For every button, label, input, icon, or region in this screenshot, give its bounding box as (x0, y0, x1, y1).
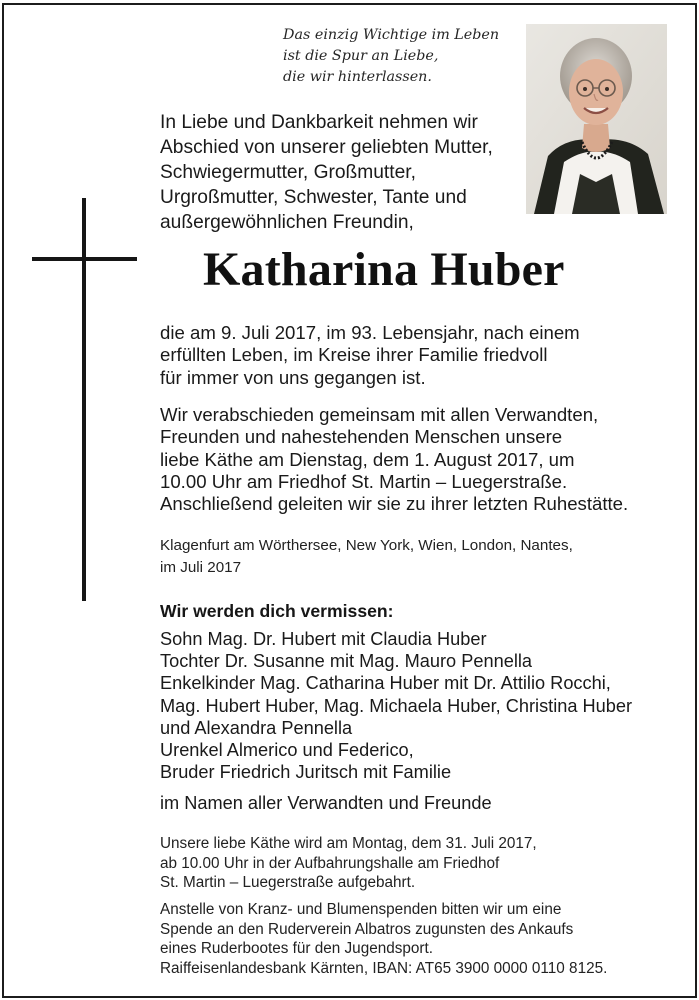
funeral-line: 10.00 Uhr am Friedhof St. Martin – Luegerstraße. (160, 470, 568, 492)
mourner-line: Urenkel Almerico und Federico, (160, 740, 414, 761)
quote-line: die wir hinterlassen. (283, 69, 432, 85)
viewing-line: ab 10.00 Uhr in der Aufbahrungshalle am Friedhof (160, 854, 500, 872)
donation-notice (160, 900, 607, 978)
funeral-line: Anschließend geleiten wir sie zu ihrer letzten Ruhestätte. (160, 493, 629, 515)
quote-line: Das einzig Wichtige im Leben (283, 27, 500, 43)
death-notice-line: für immer von uns gegangen ist. (160, 366, 426, 388)
funeral-text (160, 404, 628, 515)
donation-line: Spende an den Ruderverein Albatros zugunsten des Ankaufs (160, 920, 574, 938)
funeral-line: Wir verabschieden gemeinsam mit allen Verwandten, (160, 404, 599, 425)
funeral-line: liebe Käthe am Dienstag, dem 1. August 2017, um (160, 448, 575, 470)
quote-line: ist die Spur an Liebe, (283, 48, 439, 64)
viewing-line: St. Martin – Luegerstraße aufgebahrt. (160, 874, 416, 891)
intro-text (160, 110, 493, 235)
donation-line: Raiffeisenlandesbank Kärnten, IBAN: AT65 3900 0000 0110 8125. (160, 959, 608, 977)
mourners-list (160, 628, 632, 783)
intro-line: Urgroßmutter, Schwester, Tante und (160, 187, 467, 208)
place-date-line: im Juli 2017 (160, 559, 242, 576)
mourner-line: Enkelkinder Mag. Catharina Huber mit Dr. Attilio Rocchi, (160, 673, 611, 694)
portrait-photo (526, 24, 667, 214)
death-notice-line: erfüllten Leben, im Kreise ihrer Familie friedvoll (160, 344, 548, 366)
mourner-line: Sohn Mag. Dr. Hubert mit Claudia Huber (160, 629, 487, 649)
mourner-line: Tochter Dr. Susanne mit Mag. Mauro Pennella (160, 651, 533, 672)
intro-line: In Liebe und Dankbarkeit nehmen wir (160, 112, 478, 133)
donation-line: Anstelle von Kranz- und Blumenspenden bitten wir um eine (160, 901, 562, 918)
place-date (160, 535, 573, 579)
death-notice-line: die am 9. Juli 2017, im 93. Lebensjahr, nach einem (160, 322, 580, 343)
funeral-line: Freunden und nahestehenden Menschen unsere (160, 426, 563, 448)
mourners-heading: Wir werden dich vermissen: (160, 601, 394, 621)
mourner-line: Mag. Hubert Huber, Mag. Michaela Huber, Christina Huber (160, 695, 633, 716)
epigraph-quote (283, 25, 518, 88)
mourners-closing: im Namen aller Verwandten und Freunde (160, 793, 492, 813)
place-date-line: Klagenfurt am Wörthersee, New York, Wien, London, Nantes, (160, 537, 573, 554)
intro-line: Abschied von unserer geliebten Mutter, (160, 137, 493, 158)
viewing-notice (160, 834, 537, 893)
cross-horizontal-bar (32, 257, 137, 261)
mourner-line: Bruder Friedrich Juritsch mit Familie (160, 762, 452, 783)
deceased-name: Katharina Huber (203, 243, 565, 296)
intro-line: Schwiegermutter, Großmutter, (160, 162, 416, 183)
intro-line: außergewöhnlichen Freundin, (160, 212, 414, 233)
donation-line: eines Ruderbootes für den Jugendsport. (160, 940, 433, 957)
mourner-line: und Alexandra Pennella (160, 717, 353, 738)
viewing-line: Unsere liebe Käthe wird am Montag, dem 31. Juli 2017, (160, 835, 537, 852)
death-notice-text (160, 322, 580, 389)
